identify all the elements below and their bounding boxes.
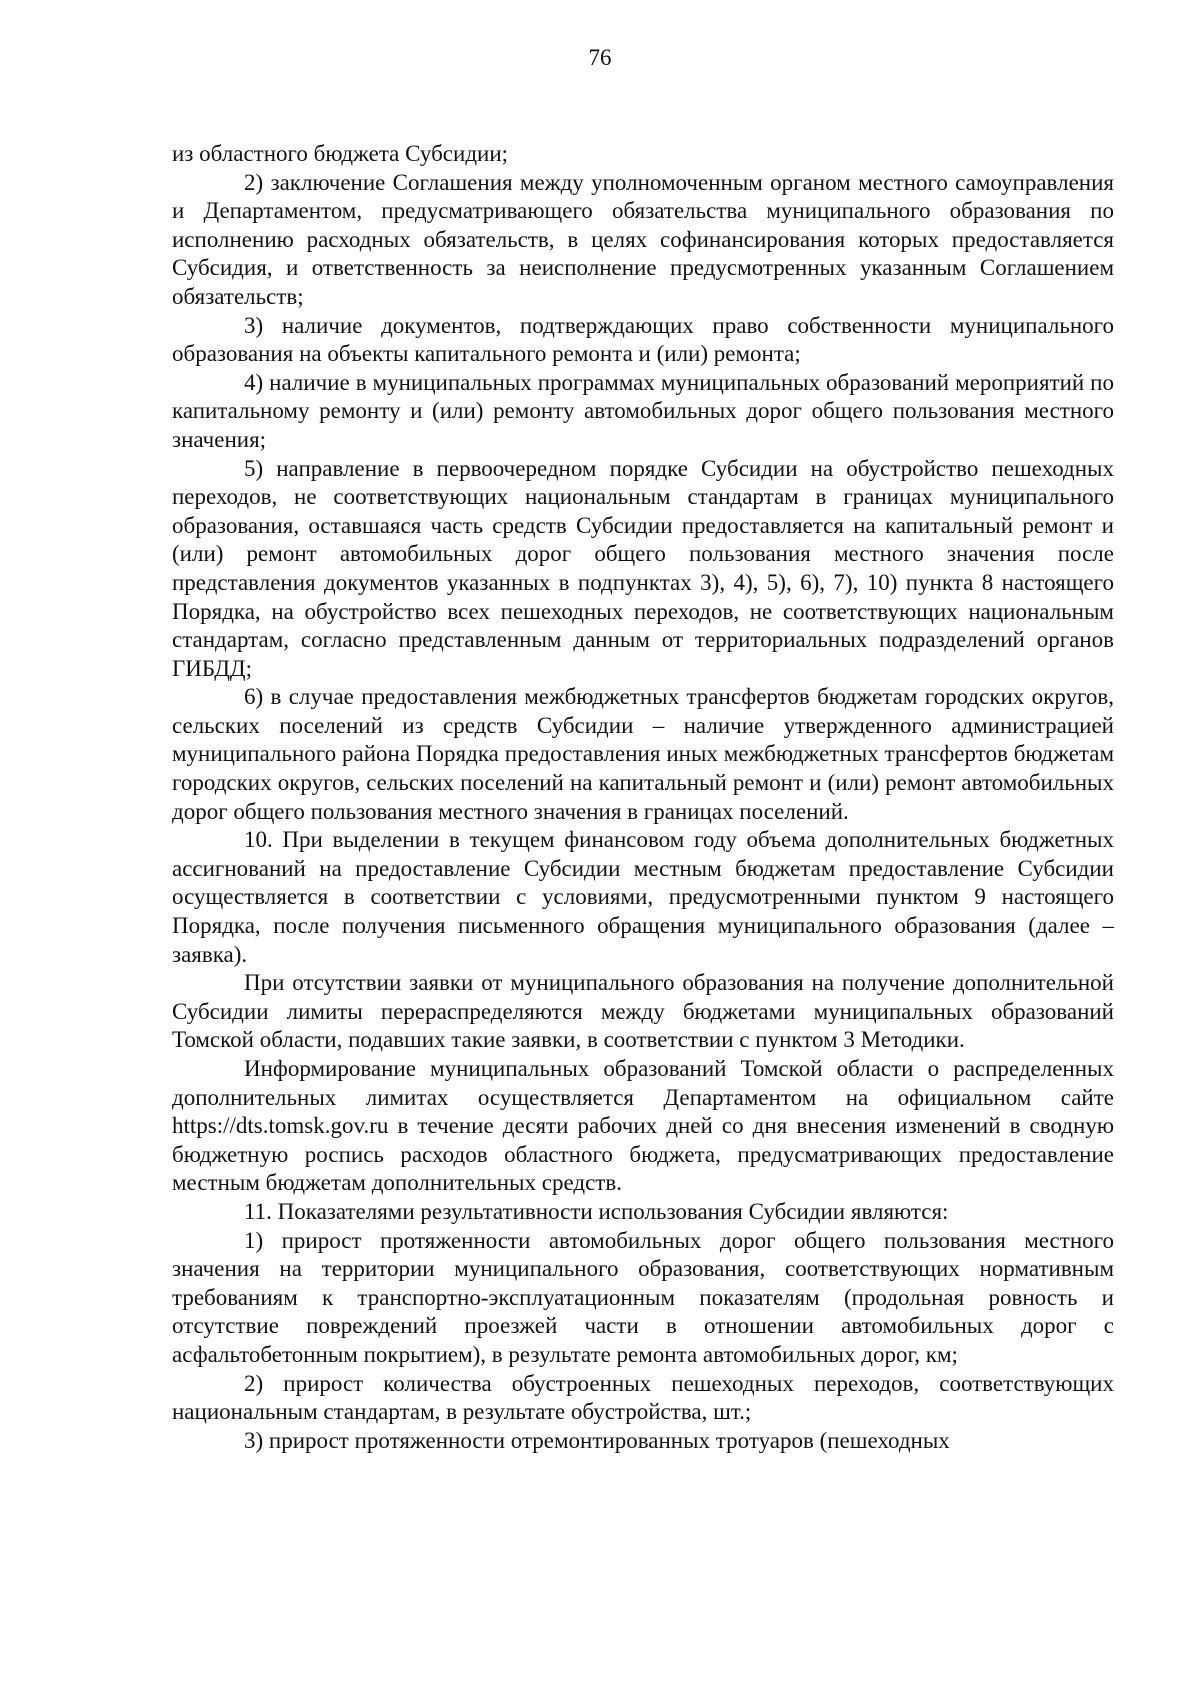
paragraph-indicator-1-roads: 1) прирост протяженности автомобильных дорог общего пользования местного значения на территории муниципального образования, соответствующих нормативным требованиям к транспортно-эксплуатационным показателям (продольная ровность и отсутствие повреждений проезжей части в отношении автомобильных дорог с асфальтобетонным покрытием), в результате ремонта автомобильных дорог, км;	[172, 1227, 1114, 1367]
document-body	[172, 140, 1114, 1455]
paragraph-clause-11: 11. Показателями результативности использования Субсидии являются:	[244, 1198, 949, 1224]
paragraph-item-2-agreement: 2) заключение Соглашения между уполномоченным органом местного самоуправления и Департаментом, предусматривающего обязательства муниципального образования по исполнению расходных обязательств, в целях софинансирования которых предоставляется Субсидия, и ответственность за неисполнение предусмотренных указанным Соглашением обязательств;	[172, 169, 1114, 309]
paragraph-item-6-interbudget-transfers: 6) в случае предоставления межбюджетных трансфертов бюджетам городских округов, сельских поселений из средств Субсидии – наличие утвержденного администрацией муниципального района Порядка предоставления иных межбюджетных трансфертов бюджетам городских округов, сельских поселений на капитальный ремонт и (или) ремонт автомобильных дорог общего пользования местного значения в границах поселений.	[172, 684, 1114, 824]
paragraph-no-application: При отсутствии заявки от муниципального образования на получение дополнительной Субсидии лимиты перераспределяются между бюджетами муниципальных образований Томской области, подавших такие заявки, в соответствии с пунктом 3 Методики.	[172, 970, 1114, 1053]
paragraph-item-4-municipal-programs: 4) наличие в муниципальных программах муниципальных образований мероприятий по капитальному ремонту и (или) ремонту автомобильных дорог общего пользования местного значения;	[172, 369, 1114, 452]
paragraph-item-5-pedestrian-crossings: 5) направление в первоочередном порядке Субсидии на обустройство пешеходных переходов, не соответствующих национальным стандартам в границах муниципального образования, оставшаяся часть средств Субсидии предоставляется на капитальный ремонт и (или) ремонт автомобильных дорог общего пользования местного значения после представления документов указанных в подпунктах 3), 4), 5), 6), 7), 10) пункта 8 настоящего Порядка, на обустройство всех пешеходных переходов, не соответствующих национальным стандартам, согласно представленным данным от территориальных подразделений органов ГИБДД;	[172, 455, 1114, 681]
paragraph-clause-10: 10. При выделении в текущем финансовом году объема дополнительных бюджетных ассигнований на предоставление Субсидии местным бюджетам предоставление Субсидии осуществляется в соответствии с условиями, предусмотренными пунктом 9 настоящего Порядка, после получения письменного обращения муниципального образования (далее – заявка).	[172, 827, 1114, 967]
paragraph-item-3-ownership-documents: 3) наличие документов, подтверждающих право собственности муниципального образования на объекты капитального ремонта и (или) ремонта;	[172, 312, 1114, 367]
paragraph-indicator-3-sidewalks: 3) прирост протяженности отремонтированных тротуаров (пешеходных	[244, 1427, 950, 1453]
paragraph-continuation: из областного бюджета Субсидии;	[172, 141, 509, 166]
page-number: 76	[588, 45, 612, 70]
paragraph-indicator-2-crossings: 2) прирост количества обустроенных пешеходных переходов, соответствующих национальным стандартам, в результате обустройства, шт.;	[172, 1370, 1114, 1425]
paragraph-informing: Информирование муниципальных образований Томской области о распределенных дополнительных лимитах осуществляется Департаментом на официальном сайте https://dts.tomsk.gov.ru в течение десяти рабочих дней со дня внесения изменений в сводную бюджетную роспись расходов областного бюджета, предусматривающих предоставление местным бюджетам дополнительных средств.	[172, 1056, 1114, 1196]
